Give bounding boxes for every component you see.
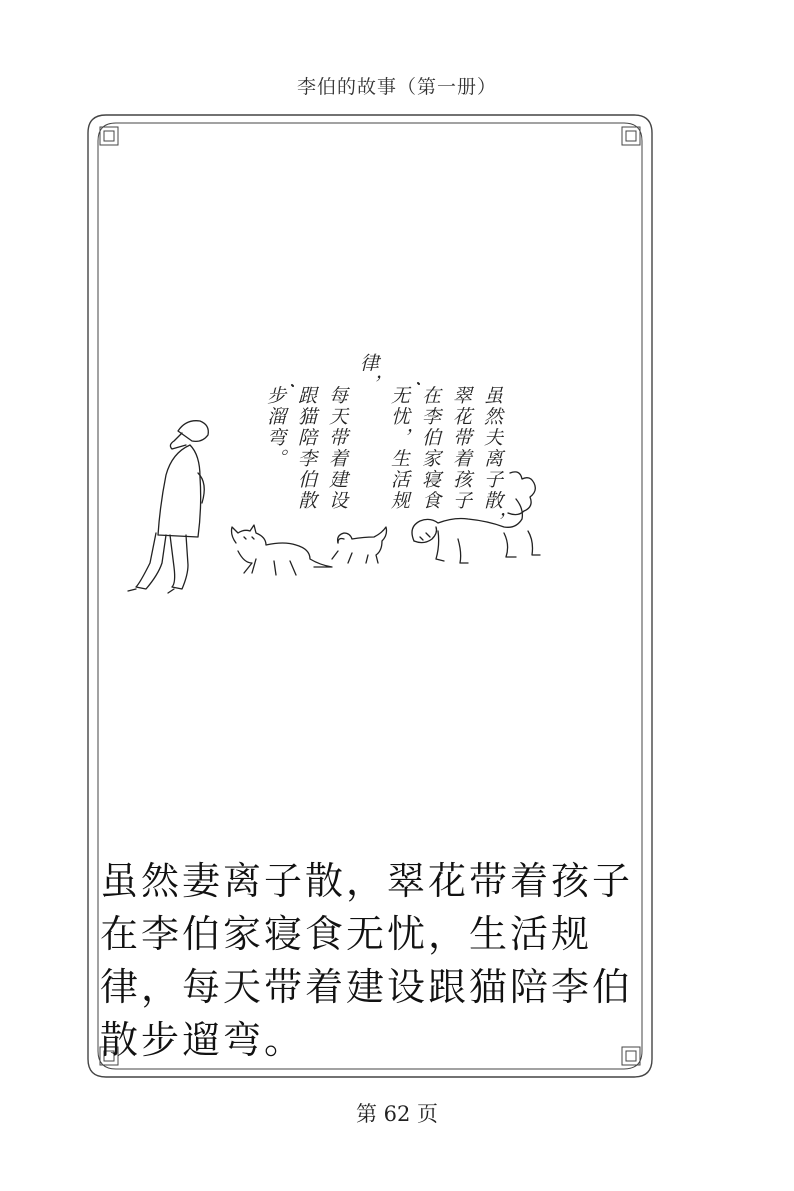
handwritten-vertical-text	[228, 353, 538, 553]
vertical-line: 跟猫陪李伯散	[295, 385, 317, 512]
vertical-line: 步溜弯。	[264, 385, 286, 470]
vertical-line: 翠花带着孩子	[450, 385, 472, 512]
running-title: 李伯的故事（第一册）	[296, 76, 497, 98]
page-number: 第 62 页	[355, 1102, 439, 1126]
caption-text: 虽然妻离子散，翠花带着孩子在李伯家寝食无忧，生活规律，每天带着建设跟猫陪李伯散步遛弯。	[100, 859, 634, 1062]
old-man-figure	[128, 421, 208, 593]
vertical-line: 虽然夫离子散，	[481, 385, 503, 533]
vertical-line: 每天带着建设	[326, 385, 348, 512]
vertical-line: 在李伯家寝食	[419, 385, 441, 512]
vertical-line: 无忧，生活规律，	[357, 353, 410, 512]
